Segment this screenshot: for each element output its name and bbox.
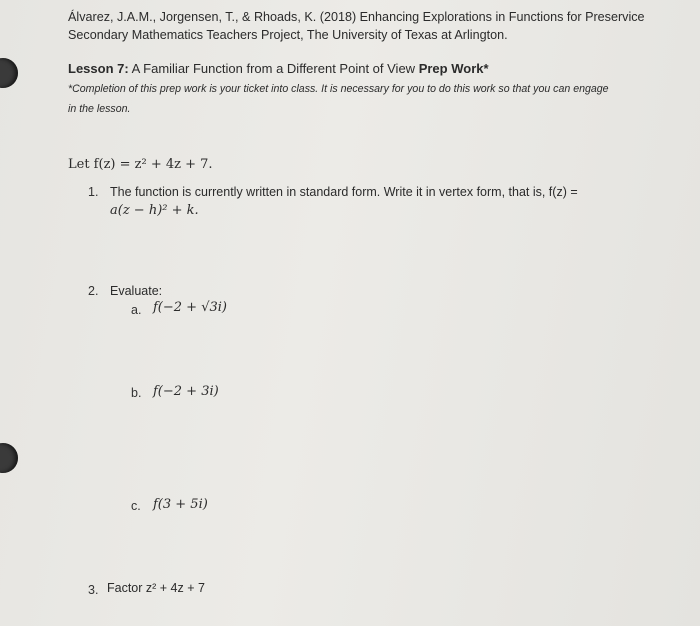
- part-b-expression: f(−2 + 3i): [153, 384, 219, 399]
- question-1-vertex-form: a(z − h)² + k.: [110, 203, 199, 218]
- lesson-heading: [68, 61, 489, 76]
- part-b-label: b.: [131, 386, 142, 400]
- prep-note-line-2: in the lesson.: [68, 103, 131, 115]
- part-a-label: a.: [131, 303, 142, 317]
- citation-line-1: Álvarez, J.A.M., Jorgensen, T., & Rhoads, K. (2018) Enhancing Explorations in Functions for Preservice: [68, 10, 645, 24]
- question-1-number: 1.: [88, 185, 99, 199]
- question-2-number: 2.: [88, 284, 99, 298]
- lesson-suffix: Prep Work*: [418, 61, 489, 76]
- lesson-label: Lesson 7:: [68, 61, 129, 76]
- question-3-text: Factor z² + 4z + 7: [107, 581, 205, 595]
- part-c-expression: f(3 + 5i): [153, 497, 208, 512]
- question-1-text: The function is currently written in standard form. Write it in vertex form, that is, f(z) =: [110, 185, 578, 199]
- question-2-text: Evaluate:: [110, 284, 163, 298]
- citation-line-2: Secondary Mathematics Teachers Project, The University of Texas at Arlington.: [68, 28, 508, 42]
- part-a-expression: f(−2 + √3i): [153, 300, 227, 315]
- prep-note-line-1: *Completion of this prep work is your ticket into class. It is necessary for you to do this work so that you can engage: [68, 83, 609, 95]
- binder-hole-bottom: [0, 443, 18, 473]
- lesson-title: A Familiar Function from a Different Point of View: [131, 61, 416, 76]
- part-c-label: c.: [131, 499, 141, 513]
- question-3-number: 3.: [88, 583, 99, 597]
- function-definition: Let f(z) = z² + 4z + 7.: [68, 157, 213, 172]
- binder-hole-top: [0, 58, 18, 88]
